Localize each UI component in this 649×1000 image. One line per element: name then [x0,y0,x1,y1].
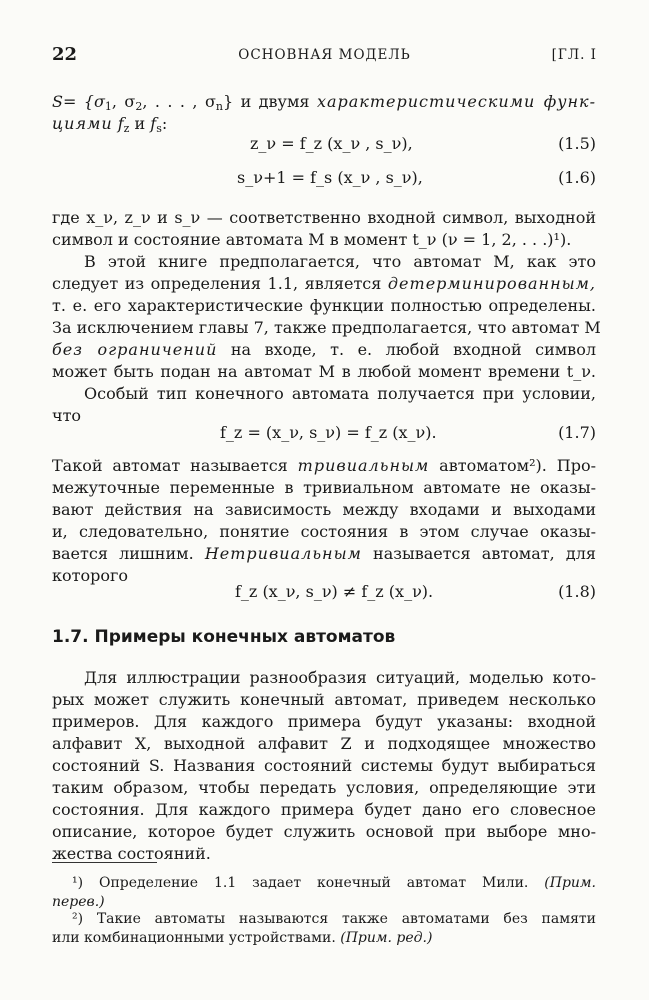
text-line: состояний S. Названия состояний системы будут выбираться [52,756,596,775]
equation-formula: z_ν = f_z (x_ν , s_ν), [250,134,413,153]
text-line: без ограничений на входе, т. е. любой входной символ [52,340,596,359]
equation-formula: f_z = (x_ν, s_ν) = f_z (x_ν). [220,423,437,442]
equation-number: (1.7) [558,423,596,442]
footnote-rule [52,862,157,863]
equation-formula: f_z (x_ν, s_ν) ≠ f_z (x_ν). [235,582,434,601]
text-line: и, следовательно, понятие состояния в этом случае оказы- [52,522,596,541]
text-line: жества состояний. [52,844,211,863]
text-line: Для иллюстрации разнообразия ситуаций, моделью кото- [84,668,596,687]
emphasis: без ограничений [52,340,218,359]
page-header [52,44,597,68]
text-line: алфавит X, выходной алфавит Z и подходящее множество [52,734,596,753]
text-line: описание, которое будет служить основой при выборе мно- [52,822,596,841]
equation-number: (1.6) [558,168,596,187]
page-number: 22 [52,44,78,65]
text-line: что [52,406,82,425]
equation-formula: s_ν+1 = f_s (x_ν , s_ν), [237,168,423,187]
text-line: За исключением главы 7, также предполагается, что автомат M [52,318,601,337]
footnote-2: ²) Такие автоматы называются также автоматами без памяти [72,911,596,927]
text-line: Особый тип конечного автомата получается при условии, [84,384,596,403]
text-line: вают действия на зависимость между входами и выходами [52,500,596,519]
running-title: ОСНОВНАЯ МОДЕЛЬ [238,47,411,63]
text-line: примеров. Для каждого примера будут указаны: входной [52,712,596,731]
emphasis: характеристическими функ- [316,92,597,111]
text-line: Такой автомат называется тривиальным автоматом²). Про- [52,456,597,475]
text-line: рых может служить конечный автомат, приведем несколько [52,690,596,709]
footnote-1: ¹) Определение 1.1 задает конечный автомат Мили. (Прим. [72,875,596,891]
text-line: которого [52,566,129,585]
section-heading: 1.7. Примеры конечных автоматов [52,627,396,647]
text-line: следует из определения 1.1, является детерминированным, [52,274,596,293]
emphasis: Нетривиальным [204,544,362,563]
equation-number: (1.5) [558,134,596,153]
text-line: вается лишним. Нетривиальным называется автомат, для [52,544,597,563]
emphasis: тривиальным [297,456,430,475]
text-line: т. е. его характеристические функции полностью определены. [52,296,596,315]
text-line: состояния. Для каждого примера будет дано его словесное [52,800,596,819]
text-line: таким образом, чтобы передать условия, определяющие эти [52,778,596,797]
text-line: $S= \{\sigma_1$, $\sigma_2$, . . . , $\sigma_n$} и двумя характеристическими функ- [52,92,597,113]
text-line: В этой книге предполагается, что автомат M, как это [84,252,596,271]
footnote-1-cont: перев.) [52,894,105,910]
text-line: может быть подан на автомат M в любой момент времени t_ν. [52,362,596,381]
text-line: где x_ν, z_ν и s_ν — соответственно входной символ, выходной [52,208,596,227]
equation-number: (1.8) [558,582,596,601]
footnote-2-cont: или комбинационными устройствами. (Прим. ред.) [52,930,433,946]
emphasis: детерминированным, [387,274,596,293]
text-line: циями $f_z$ и $f_s$: [52,114,168,135]
text-line: символ и состояние автомата M в момент t_ν (ν = 1, 2, . . .)¹). [52,230,572,249]
chapter-marker: [ГЛ. I [551,47,597,63]
text-line: межуточные переменные в тривиальном автомате не оказы- [52,478,596,497]
